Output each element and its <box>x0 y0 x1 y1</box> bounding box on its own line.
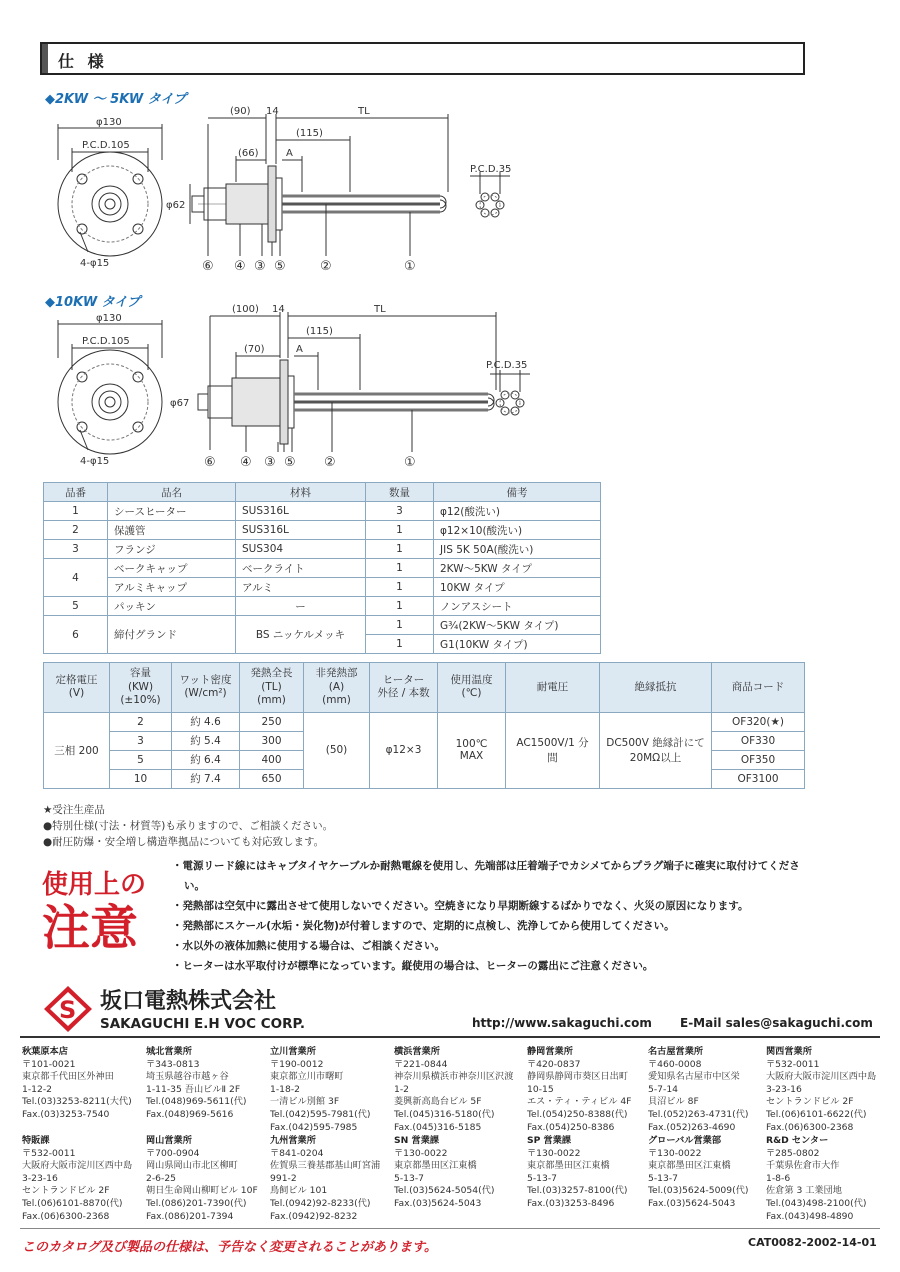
office-line: 〒420-0837 <box>527 1058 581 1070</box>
office-line: 10-15 <box>527 1083 554 1095</box>
col-watt-density: ワット密度 (W/cm²) <box>172 663 240 713</box>
notes <box>43 802 333 850</box>
header-bar <box>42 44 48 73</box>
office-name: 岡山営業所 <box>146 1135 192 1146</box>
office-line: 〒532-0011 <box>766 1058 820 1070</box>
col-qty: 数量 <box>366 483 434 502</box>
office-block <box>766 1046 894 1134</box>
office-line: 991-2 <box>270 1172 297 1184</box>
office-name: 城北営業所 <box>146 1046 192 1057</box>
office-line: 〒130-0022 <box>394 1147 448 1159</box>
office-line: Tel.(03)3257-8100(代) <box>527 1185 628 1197</box>
table-row: 4 ベークキャップ ベークライト 1 2KW～5KW タイプ <box>44 559 601 578</box>
part-label-1: ① <box>404 259 416 274</box>
part-label-4: ④ <box>234 259 246 274</box>
office-name: SN 営業課 <box>394 1135 440 1146</box>
office-line: Fax.(042)595-7985 <box>270 1121 358 1133</box>
office-line: セントランドビル 2F <box>22 1185 110 1197</box>
company-name-jp: 坂口電熱株式会社 <box>100 989 277 1014</box>
dim-115: (115) <box>296 128 323 139</box>
office-line: 東京都墨田区江東橋 <box>527 1160 610 1172</box>
office-line: 1-12-2 <box>22 1083 53 1095</box>
office-line: 朝日生命岡山柳町ビル 10F <box>146 1185 258 1197</box>
office-line: 東京都墨田区江東橋 <box>394 1160 477 1172</box>
table-row: 5 約 6.4 400 OF350 <box>44 750 805 769</box>
part-label-4: ④ <box>240 455 252 470</box>
office-line: 〒460-0008 <box>648 1058 702 1070</box>
office-line: Tel.(06)6101-6622(代) <box>766 1108 867 1120</box>
office-block <box>766 1135 894 1223</box>
catalog-code: CAT0082-2002-14-01 <box>748 1236 877 1249</box>
dim-holes: 4-φ15 <box>80 456 110 467</box>
col-material: 材料 <box>236 483 366 502</box>
office-line: 貝沼ビル 8F <box>648 1096 699 1108</box>
office-line: 2-6-25 <box>146 1172 177 1184</box>
office-block <box>22 1135 150 1223</box>
office-name: 関西営業所 <box>766 1046 812 1057</box>
table-row: 6 締付グランド BS ニッケルメッキ 1 G¾(2KW～5KW タイプ) <box>44 616 601 635</box>
office-name: グローバル営業部 <box>648 1135 722 1146</box>
office-line: 佐倉第 3 工業団地 <box>766 1185 842 1197</box>
office-line: 〒532-0011 <box>22 1147 76 1159</box>
office-line: 東京都立川市曙町 <box>270 1071 344 1083</box>
logo-mark-icon <box>42 984 332 1034</box>
part-label-6: ⑥ <box>202 259 214 274</box>
office-line: Tel.(03)5624-5009(代) <box>648 1185 749 1197</box>
table-row: 3 フランジ SUS304 1 JIS 5K 50A(酸洗い) <box>44 540 601 559</box>
website-link[interactable]: http://www.sakaguchi.com <box>472 1016 652 1030</box>
office-line: Fax.(045)316-5185 <box>394 1121 482 1133</box>
office-line: 鳥飼ビル 101 <box>270 1185 328 1197</box>
office-line: 3-23-16 <box>22 1172 58 1184</box>
office-name: SP 営業課 <box>527 1135 572 1146</box>
office-block <box>146 1046 274 1122</box>
dim-100: (100) <box>232 304 259 315</box>
office-line: 〒190-0012 <box>270 1058 324 1070</box>
company-name-en: SAKAGUCHI E.H VOC CORP. <box>100 1016 306 1032</box>
caution-title: 使用上の 注意 <box>42 870 147 956</box>
office-block <box>527 1135 655 1211</box>
table-row: 1 シースヒーター SUS316L 3 φ12(酸洗い) <box>44 502 601 521</box>
office-line: 5-7-14 <box>648 1083 679 1095</box>
office-block <box>270 1046 398 1134</box>
diagram-2-5kw <box>40 100 560 280</box>
office-name: 静岡営業所 <box>527 1046 573 1057</box>
office-block <box>394 1046 522 1134</box>
part-label-6: ⑥ <box>204 455 216 470</box>
office-name: 特販課 <box>22 1135 50 1146</box>
part-label-3: ③ <box>264 455 276 470</box>
office-name: 名古屋営業所 <box>648 1046 704 1057</box>
svg-text:S: S <box>59 996 77 1024</box>
office-line: Fax.(086)201-7394 <box>146 1210 234 1222</box>
section-title-2-5kw: ◆2KW ～ 5KW タイプ <box>45 92 187 107</box>
office-block <box>394 1135 522 1211</box>
caution-item: ・電源リード線にはキャブタイヤケーブルか耐熱電線を使用し、先端部は圧着端子でカシメてからプラグ端子に確実に取付けてください。 <box>172 860 800 892</box>
table-row: 三相 200 2 約 4.6 250 (50) φ12×3 100℃ MAX AC1500V/1 分間 DC500V 絶縁計にて 20MΩ以上 OF320(★) <box>44 712 805 731</box>
office-block <box>22 1046 150 1122</box>
office-line: 神奈川県横浜市神奈川区沢渡 <box>394 1071 514 1083</box>
office-line: Tel.(052)263-4731(代) <box>648 1108 749 1120</box>
caution-item: ・水以外の液体加熱に使用する場合は、ご相談ください。 <box>172 940 445 952</box>
dim-115: (115) <box>306 326 333 337</box>
office-line: Fax.(03)3253-8496 <box>527 1197 615 1209</box>
office-line: 1-11-35 吾山ビルⅡ 2F <box>146 1083 241 1095</box>
office-block <box>527 1046 655 1134</box>
dim-tl: TL <box>374 304 386 315</box>
office-line: セントランドビル 2F <box>766 1096 854 1108</box>
dim-66: (66) <box>238 148 259 159</box>
office-line: Tel.(0942)92-8233(代) <box>270 1197 371 1209</box>
col-withstand: 耐電圧 <box>506 663 600 713</box>
col-no: 品番 <box>44 483 108 502</box>
table-row: 5 パッキン ー 1 ノンアスシート <box>44 597 601 616</box>
col-insulation: 絶縁抵抗 <box>600 663 712 713</box>
office-line: 愛知県名古屋市中区栄 <box>648 1071 740 1083</box>
office-line: Fax.(03)5624-5043 <box>648 1197 736 1209</box>
office-line: 〒343-0813 <box>146 1058 200 1070</box>
office-line: 3-23-16 <box>766 1083 802 1095</box>
note-line: ★受注生産品 <box>43 804 105 816</box>
table-row: アルミキャップ アルミ 1 10KW タイプ <box>44 578 601 597</box>
office-name: 九州営業所 <box>270 1135 316 1146</box>
col-voltage: 定格電圧 (V) <box>44 663 110 713</box>
office-line: 5-13-7 <box>527 1172 558 1184</box>
flange-outer <box>58 152 162 256</box>
divider <box>20 1228 880 1229</box>
office-name: 秋葉原本店 <box>22 1046 68 1057</box>
part-label-5: ⑤ <box>274 259 286 274</box>
caution-item: ・ヒーターは水平取付けが標準になっています。縦使用の場合は、ヒーターの露出にご注意ください。 <box>172 960 654 972</box>
table-row: 10 約 7.4 650 OF3100 <box>44 769 805 788</box>
note-line: ●特別仕様(寸法・材質等)も承りますので、ご相談ください。 <box>43 820 334 832</box>
office-block <box>648 1135 776 1211</box>
caution-item: ・発熱部にスケール(水垢・炭化物)が付着しますので、定期的に点検し、洗浄してから使用してください。 <box>172 920 675 932</box>
dim-phi62: φ62 <box>166 200 186 211</box>
col-heater-od: ヒーター 外径 / 本数 <box>370 663 438 713</box>
office-line: 5-13-7 <box>648 1172 679 1184</box>
office-line: Tel.(043)498-2100(代) <box>766 1197 867 1209</box>
office-name: R&D センター <box>766 1135 829 1146</box>
office-line: Tel.(054)250-8388(代) <box>527 1108 628 1120</box>
office-line: 埼玉県越谷市越ヶ谷 <box>146 1071 229 1083</box>
part-label-1: ① <box>404 455 416 470</box>
specs-table <box>43 662 805 789</box>
dim-14: 14 <box>266 106 279 117</box>
table-row: 3 約 5.4 300 OF330 <box>44 731 805 750</box>
office-line: Fax.(06)6300-2368 <box>766 1121 854 1133</box>
col-capacity: 容量 (KW) (±10%) <box>110 663 172 713</box>
office-line: 一清ビル別館 3F <box>270 1096 340 1108</box>
office-line: Fax.(03)5624-5043 <box>394 1197 482 1209</box>
office-line: Tel.(03)5624-5054(代) <box>394 1185 495 1197</box>
dim-70: (70) <box>244 344 265 355</box>
office-block <box>146 1135 274 1223</box>
part-label-5: ⑤ <box>284 455 296 470</box>
office-line: 菱興新高島台ビル 5F <box>394 1096 482 1108</box>
office-line: Fax.(048)969-5616 <box>146 1108 234 1120</box>
divider <box>20 1036 880 1038</box>
dim-phi130: φ130 <box>96 117 122 128</box>
office-line: 1-8-6 <box>766 1172 791 1184</box>
note-line: ●耐圧防爆・安全増し構造準拠品についても対応致します。 <box>43 836 325 848</box>
parts-table <box>43 482 601 654</box>
dim-pcd35: P.C.D.35 <box>470 164 512 175</box>
dim-a: A <box>286 148 293 159</box>
office-line: 〒130-0022 <box>527 1147 581 1159</box>
office-line: Fax.(054)250-8386 <box>527 1121 615 1133</box>
dim-holes: 4-φ15 <box>80 258 110 269</box>
office-name: 立川営業所 <box>270 1046 316 1057</box>
office-line: 大阪府大阪市淀川区西中島 <box>22 1160 133 1172</box>
office-line: 〒101-0021 <box>22 1058 76 1070</box>
table-row: 2 保護管 SUS316L 1 φ12×10(酸洗い) <box>44 521 601 540</box>
office-line: Tel.(06)6101-8870(代) <box>22 1197 123 1209</box>
col-code: 商品コード <box>712 663 805 713</box>
office-line: Fax.(0942)92-8232 <box>270 1210 358 1222</box>
office-line: 〒221-0844 <box>394 1058 448 1070</box>
disclaimer: このカタログ及び製品の仕様は、予告なく変更されることがあります。 <box>22 1240 437 1255</box>
dim-phi67: φ67 <box>170 398 190 409</box>
office-line: 〒841-0204 <box>270 1147 324 1159</box>
office-line: 1-18-2 <box>270 1083 301 1095</box>
table-row: 1 G1(10KW タイプ) <box>44 635 601 654</box>
dim-90: (90) <box>230 106 251 117</box>
dim-pcd105: P.C.D.105 <box>82 140 130 151</box>
office-line: 〒130-0022 <box>648 1147 702 1159</box>
office-line: Tel.(042)595-7981(代) <box>270 1108 371 1120</box>
office-block <box>270 1135 398 1223</box>
dim-phi130: φ130 <box>96 313 122 324</box>
company-logo <box>42 984 332 1038</box>
col-remarks: 備考 <box>434 483 601 502</box>
caution-list <box>172 856 812 976</box>
col-nonheat: 非発熱部 (A) (mm) <box>304 663 370 713</box>
office-line: Tel.(086)201-7390(代) <box>146 1197 247 1209</box>
section-title-10kw: ◆10KW タイプ <box>45 295 141 310</box>
office-line: Fax.(043)498-4890 <box>766 1210 854 1222</box>
office-line: 〒285-0802 <box>766 1147 820 1159</box>
part-label-2: ② <box>320 259 332 274</box>
part-label-3: ③ <box>254 259 266 274</box>
office-line: Fax.(06)6300-2368 <box>22 1210 110 1222</box>
col-heat-length: 発熱全長 (TL) (mm) <box>240 663 304 713</box>
col-name: 品名 <box>108 483 236 502</box>
dim-a: A <box>296 344 303 355</box>
office-line: Fax.(03)3253-7540 <box>22 1108 110 1120</box>
office-line: 1-2 <box>394 1083 410 1095</box>
office-line: 東京都千代田区外神田 <box>22 1071 114 1083</box>
office-line: 東京都墨田区江東橋 <box>648 1160 731 1172</box>
office-block <box>648 1046 776 1134</box>
office-line: Tel.(045)316-5180(代) <box>394 1108 495 1120</box>
office-line: Tel.(03)3253-8211(大代) <box>22 1096 132 1108</box>
spec-header <box>40 42 805 75</box>
flange-center <box>92 186 128 222</box>
office-line: 岡山県岡山市北区柳町 <box>146 1160 238 1172</box>
office-line: エス・ティ・ティビル 4F <box>527 1096 632 1108</box>
insulation-cell: DC500V 絶縁計にて 20MΩ以上 <box>600 712 712 788</box>
dim-14: 14 <box>272 304 285 315</box>
col-temp: 使用温度 (℃) <box>438 663 506 713</box>
office-line: 5-13-7 <box>394 1172 425 1184</box>
office-line: 静岡県静岡市葵区日出町 <box>527 1071 629 1083</box>
part-label-2: ② <box>324 455 336 470</box>
dim-pcd35: P.C.D.35 <box>486 360 528 371</box>
office-line: 大阪府大阪市淀川区西中島 <box>766 1071 877 1083</box>
caution-item: ・発熱部は空気中に露出させて使用しないでください。空焼きになり早期断線するばかりでなく、火災の原因になります。 <box>172 900 749 912</box>
office-line: Fax.(052)263-4690 <box>648 1121 736 1133</box>
diagram-10kw <box>40 302 580 474</box>
dim-pcd105: P.C.D.105 <box>82 336 130 347</box>
email-link[interactable]: E-Mail sales@sakaguchi.com <box>680 1016 873 1030</box>
office-line: Tel.(048)969-5611(代) <box>146 1096 247 1108</box>
office-name: 横浜営業所 <box>394 1046 440 1057</box>
office-line: 千葉県佐倉市大作 <box>766 1160 840 1172</box>
page-title: 仕 様 <box>58 52 108 71</box>
dim-tl: TL <box>358 106 370 117</box>
office-line: 〒700-0904 <box>146 1147 200 1159</box>
office-line: 佐賀県三養基郡基山町宮浦 <box>270 1160 381 1172</box>
